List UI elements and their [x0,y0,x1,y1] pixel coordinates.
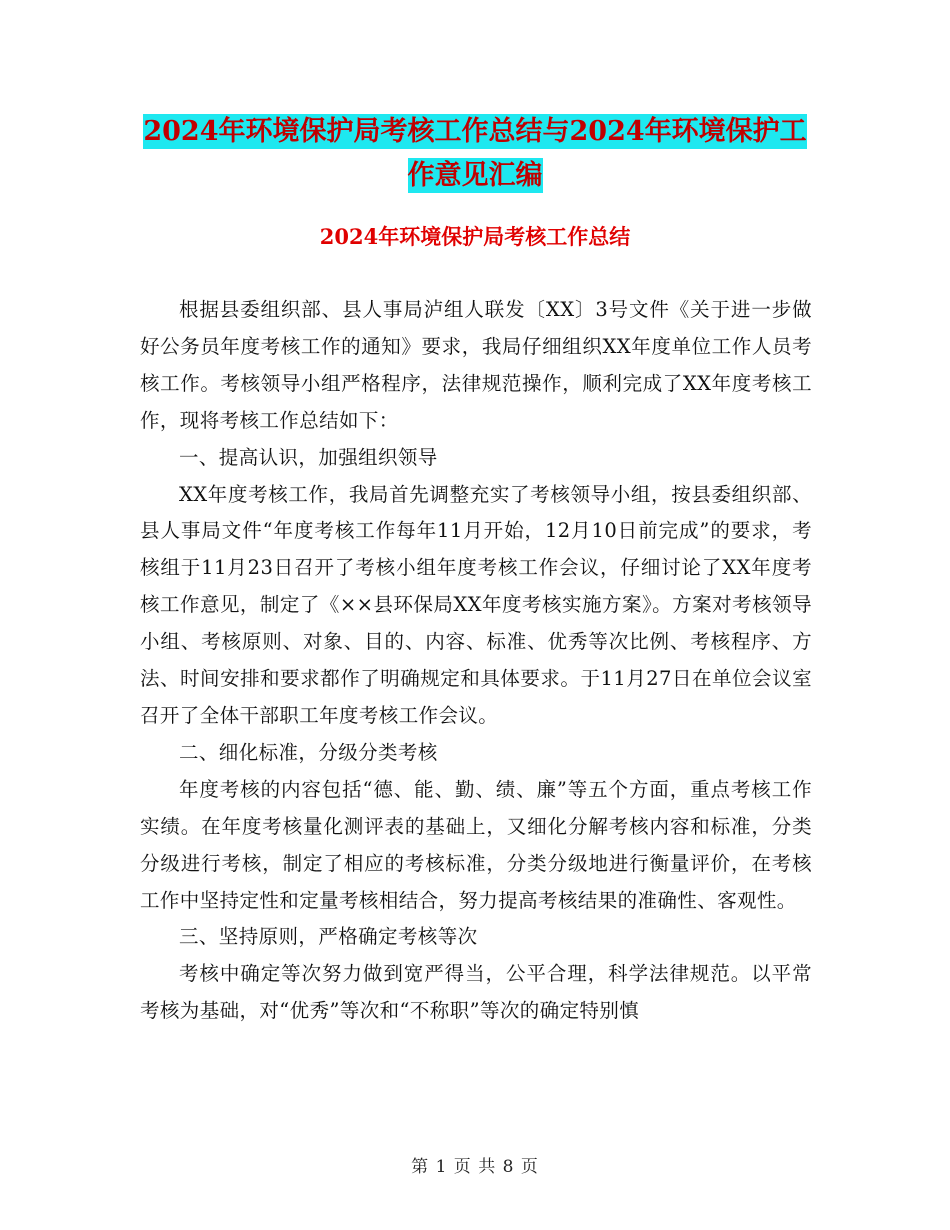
heading-1: 一、提高认识，加强组织领导 [179,445,438,469]
footer-page-total: 8 [502,1157,515,1177]
paragraph-3: 考核中确定等次努力做到宽严得当，公平合理，科学法律规范。以平常考核为基础，对“优秀”等次和“不称职”等次的确定特别慎 [140,962,812,1023]
heading-2: 二、细化标准，分级分类考核 [179,740,438,764]
document-title-line1: 2024年环境保护局考核工作总结与2024年环境保护工 [143,116,807,147]
footer-page-number: 1 [435,1157,448,1177]
document-title [140,110,810,198]
section-title: 2024年环境保护局考核工作总结 [319,224,631,249]
document-body [140,292,812,1030]
paragraph-1: XX年度考核工作，我局首先调整充实了考核领导小组，按县委组织部、县人事局文件“年度考核工作每年11月开始，12月10日前完成”的要求，考核组于11月23日召开了考核小组年度考核工作会议，仔细讨论了XX年度考核工作意见，制定了《××县环保局XX年度考核实施方案》。方案对考核领导小组、考核原则、对象、目的、内容、标准、优秀等次比例、考核程序、方法、时间安排和要求都作了明确规定和具体要求。于11月27日在单位会议室召开了全体干部职工年度考核工作会议。 [140,482,812,727]
paragraph-intro: 根据县委组织部、县人事局泸组人联发〔XX〕3号文件《关于进一步做好公务员年度考核工作的通知》要求，我局仔细组织XX年度单位工作人员考核工作。考核领导小组严格程序，法律规范操作，顺利完成了XX年度考核工作，现将考核工作总结如下： [140,298,812,432]
page-footer [0,1156,950,1178]
document-title-line2: 作意见汇编 [407,160,543,191]
heading-3: 三、坚持原则，严格确定考核等次 [179,925,478,949]
paragraph-2: 年度考核的内容包括“德、能、勤、绩、廉”等五个方面，重点考核工作实绩。在年度考核量化测评表的基础上，又细化分解考核内容和标准，分类分级进行考核，制定了相应的考核标准，分类分级地进行衡量评价，在考核工作中坚持定性和定量考核相结合，努力提高考核结果的准确性、客观性。 [140,777,812,912]
footer-suffix: 页 [520,1157,539,1177]
footer-prefix: 第 [411,1157,430,1177]
footer-mid: 页 共 [453,1157,497,1177]
